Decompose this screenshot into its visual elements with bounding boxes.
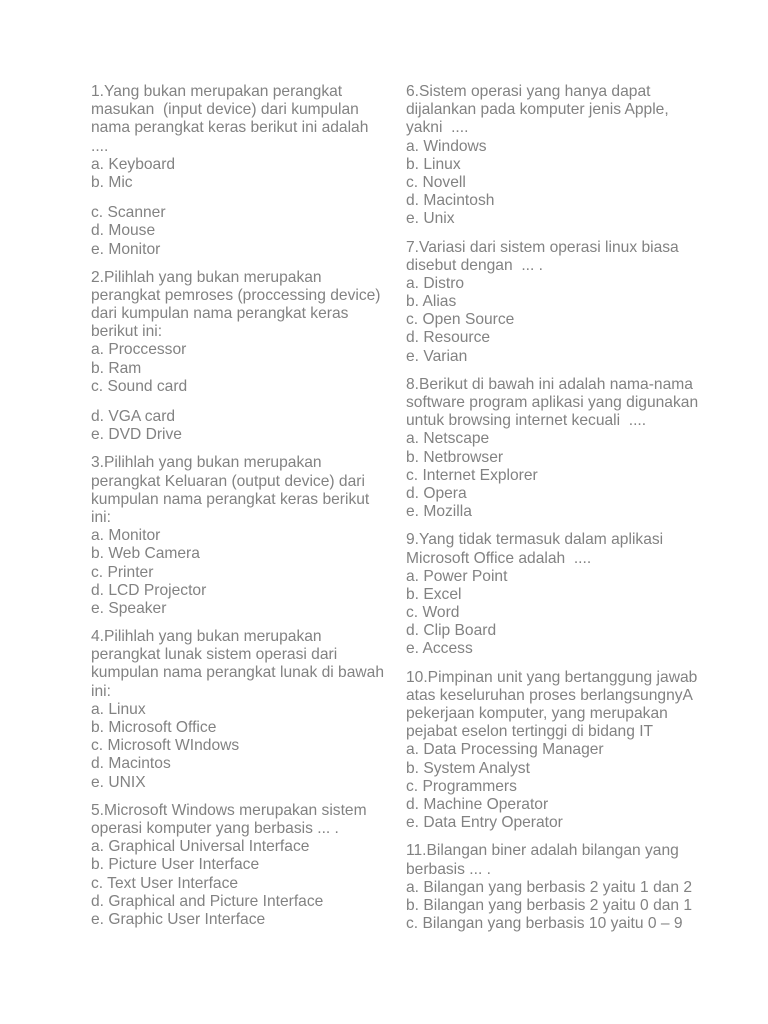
- question-text-line: perangkat Keluaran (output device) dari: [91, 472, 365, 490]
- question-block-3: [91, 454, 391, 618]
- option-line: e. Varian: [406, 347, 468, 365]
- option-line: c. Bilangan yang berbasis 10 yaitu 0 – 9: [406, 915, 683, 933]
- option-line: a. Bilangan yang berbasis 2 yaitu 1 dan 2: [406, 878, 693, 896]
- option-line: d. Macintos: [91, 755, 171, 773]
- question-block-9: [406, 531, 716, 658]
- question-text-line: kumpulan nama perangkat lunak di bawah: [91, 664, 385, 682]
- question-block-10: [406, 669, 716, 833]
- option-line: a. Monitor: [91, 527, 161, 545]
- question-text-line: 5.Microsoft Windows merupakan sistem: [91, 801, 367, 819]
- option-line: c. Sound card: [91, 377, 188, 395]
- question-block-1: [91, 83, 391, 259]
- option-line: b. Alias: [406, 293, 457, 311]
- option-line: b. Netbrowser: [406, 448, 504, 466]
- question-text-line: dijalankan pada komputer jenis Apple,: [406, 101, 669, 119]
- option-line: a. Power Point: [406, 567, 508, 585]
- option-line: e. Mozilla: [406, 503, 472, 521]
- option-line: e. Speaker: [91, 599, 167, 617]
- question-text-line: 8.Berikut di bawah ini adalah nama-nama: [406, 375, 693, 393]
- option-line: c. Programmers: [406, 777, 517, 795]
- option-line: b. Linux: [406, 155, 461, 173]
- option-line: a. Netscape: [406, 430, 490, 448]
- question-text-line: atas keseluruhan proses berlangsungnyA: [406, 686, 693, 704]
- option-line: e. Graphic User Interface: [91, 910, 266, 928]
- option-line: d. Machine Operator: [406, 795, 549, 813]
- option-line: a. Proccessor: [91, 341, 187, 359]
- option-line: c. Internet Explorer: [406, 466, 538, 484]
- option-line: c. Scanner: [91, 204, 166, 222]
- question-block-8: [406, 376, 716, 522]
- question-text-line: dari kumpulan nama perangkat keras: [91, 305, 349, 323]
- question-text-line: software program aplikasi yang digunakan: [406, 394, 699, 411]
- question-text-line: 7.Variasi dari sistem operasi linux biasa: [406, 238, 679, 256]
- question-text-line: 2.Pilihlah yang bukan merupakan: [91, 268, 322, 286]
- question-text-line: ini:: [91, 508, 111, 526]
- question-text-line: 3.Pilihlah yang bukan merupakan: [91, 454, 322, 472]
- option-line: b. Picture User Interface: [91, 856, 260, 874]
- left-column: [91, 83, 391, 939]
- option-line: e. DVD Drive: [91, 426, 182, 444]
- option-line: d. LCD Projector: [91, 581, 207, 599]
- option-line: e. UNIX: [91, 773, 146, 791]
- option-line: d. Graphical and Picture Interface: [91, 892, 324, 910]
- option-line: b. System Analyst: [406, 759, 530, 777]
- question-text-line: pejabat eselon tertinggi di bidang IT: [406, 723, 654, 741]
- option-line: b. Mic: [91, 173, 133, 191]
- option-line: a. Graphical Universal Interface: [91, 838, 310, 856]
- option-line: d. Mouse: [91, 222, 156, 240]
- option-line: b. Bilangan yang berbasis 2 yaitu 0 dan 1: [406, 896, 693, 914]
- option-line: a. Keyboard: [91, 155, 176, 173]
- option-line: c. Novell: [406, 173, 466, 191]
- option-line: b. Excel: [406, 585, 462, 603]
- option-line: b. Web Camera: [91, 545, 200, 563]
- option-line: a. Linux: [91, 700, 146, 718]
- question-block-7: [406, 239, 716, 366]
- option-line: c. Open Source: [406, 311, 515, 329]
- option-line: d. VGA card: [91, 408, 176, 425]
- question-text-line: ....: [91, 137, 109, 155]
- option-line: e. Data Entry Operator: [406, 814, 563, 832]
- question-text-line: perangkat lunak sistem operasi dari: [91, 646, 338, 664]
- option-line: e. Access: [406, 640, 473, 658]
- option-line: e. Unix: [406, 210, 455, 228]
- option-line: d. Macintosh: [406, 192, 495, 210]
- question-block-4: [91, 628, 391, 792]
- option-line: d. Clip Board: [406, 622, 497, 640]
- question-text-line: 4.Pilihlah yang bukan merupakan: [91, 628, 322, 646]
- question-text-line: 11.Bilangan biner adalah bilangan yang: [406, 842, 679, 860]
- question-text-line: operasi komputer yang berbasis ... .: [91, 819, 339, 837]
- question-block-5: [91, 802, 391, 929]
- blank-line: [91, 396, 391, 408]
- option-line: b. Microsoft Office: [91, 719, 217, 736]
- option-line: c. Text User Interface: [91, 874, 239, 892]
- blank-line: [91, 192, 391, 204]
- question-text-line: 10.Pimpinan unit yang bertanggung jawab: [406, 668, 698, 686]
- option-line: c. Microsoft WIndows: [91, 737, 240, 755]
- option-line: c. Printer: [91, 563, 154, 581]
- question-block-6: [406, 83, 716, 229]
- question-text-line: berbasis ... .: [406, 860, 491, 878]
- question-text-line: berikut ini:: [91, 323, 163, 341]
- question-text-line: 1.Yang bukan merupakan perangkat: [91, 83, 343, 100]
- option-line: d. Opera: [406, 484, 467, 502]
- question-text-line: pekerjaan komputer, yang merupakan: [406, 705, 668, 722]
- question-block-11: [406, 842, 716, 933]
- option-line: b. Ram: [91, 359, 142, 377]
- question-text-line: yakni ....: [406, 119, 469, 137]
- question-text-line: masukan (input device) dari kumpulan: [91, 101, 359, 119]
- question-text-line: disebut dengan ... .: [406, 256, 543, 274]
- question-text-line: 6.Sistem operasi yang hanya dapat: [406, 83, 651, 100]
- question-text-line: Microsoft Office adalah ....: [406, 549, 592, 567]
- option-line: c. Word: [406, 604, 460, 622]
- question-text-line: nama perangkat keras berikut ini adalah: [91, 119, 369, 137]
- question-block-2: [91, 269, 391, 445]
- option-line: a. Windows: [406, 137, 487, 155]
- option-line: a. Data Processing Manager: [406, 741, 604, 759]
- question-text-line: perangkat pemroses (proccessing device): [91, 286, 381, 304]
- option-line: d. Resource: [406, 329, 491, 347]
- right-column: [406, 83, 716, 943]
- question-text-line: ini:: [91, 682, 111, 700]
- question-text-line: untuk browsing internet kecuali ....: [406, 412, 647, 430]
- question-text-line: 9.Yang tidak termasuk dalam aplikasi: [406, 531, 664, 549]
- question-text-line: kumpulan nama perangkat keras berikut: [91, 490, 370, 508]
- option-line: e. Monitor: [91, 240, 161, 258]
- option-line: a. Distro: [406, 274, 465, 292]
